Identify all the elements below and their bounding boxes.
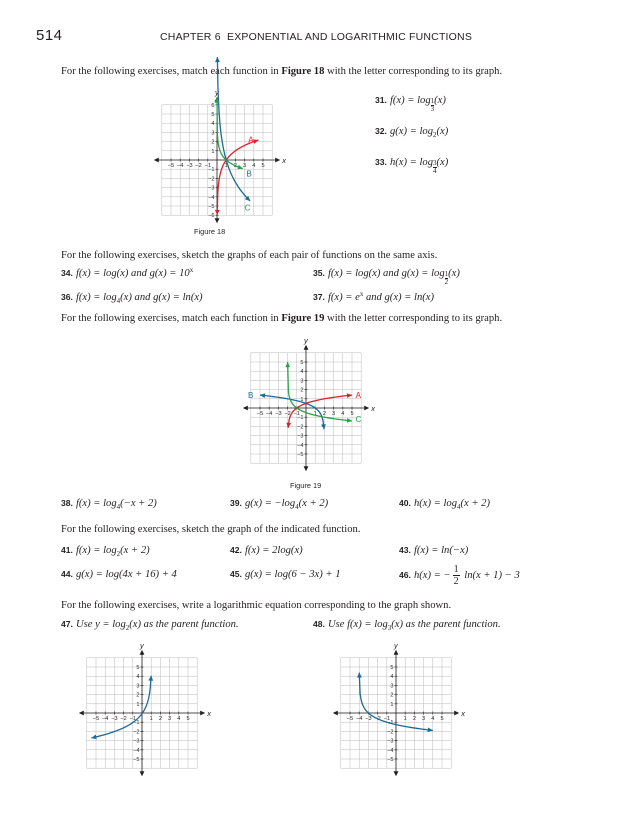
x-tick-label: −1 bbox=[204, 163, 211, 169]
exercise-number: 33. bbox=[375, 157, 387, 167]
exercise-expression: g(x) = log(6 − 3x) + 1 bbox=[244, 569, 341, 580]
y-axis-arrow bbox=[140, 650, 145, 655]
x-tick-label: −2 bbox=[374, 716, 381, 722]
exercise-expression-rest: (−x + 2) bbox=[120, 498, 157, 509]
exercise-expression: g(x) = log(4x + 16) + 4 bbox=[75, 569, 177, 580]
exercise-expression: f(x) = log bbox=[75, 545, 117, 556]
y-tick-label: 4 bbox=[211, 121, 215, 128]
graph-47 bbox=[72, 640, 212, 778]
exercise-number: 31. bbox=[375, 95, 387, 105]
y-tick-label: −6 bbox=[208, 213, 215, 220]
exercise-expression: f(x) = log bbox=[389, 95, 431, 106]
x-tick-label: −5 bbox=[256, 411, 264, 417]
chapter-header bbox=[160, 31, 472, 43]
y-tick-label: −1 bbox=[387, 720, 394, 727]
page-number: 514 bbox=[36, 27, 63, 44]
exercise-expression-rest: (x + 2) bbox=[460, 498, 491, 509]
y-tick-label: 3 bbox=[390, 683, 394, 690]
x-tick-label: −3 bbox=[365, 716, 372, 722]
y-tick-label: 4 bbox=[390, 674, 394, 681]
y-tick-label: −2 bbox=[387, 729, 394, 736]
instruction-text: For the following exercises, match each function in bbox=[61, 66, 282, 77]
y-axis-arrow bbox=[394, 771, 399, 776]
exercise-expression: f(x) = log bbox=[75, 292, 117, 303]
curve-b-arrow bbox=[215, 57, 220, 62]
y-tick-label: −2 bbox=[297, 424, 304, 431]
log-base: 2 bbox=[116, 550, 121, 558]
x-axis-arrow bbox=[243, 406, 248, 411]
exercise-expression: f(x) = log bbox=[75, 498, 117, 509]
x-tick-label: −2 bbox=[120, 716, 127, 722]
exercise-number: 37. bbox=[313, 292, 325, 302]
y-tick-label: −5 bbox=[133, 757, 140, 763]
exercise-expression: f(x) = ln(−x) bbox=[413, 545, 469, 556]
x-tick-label: −3 bbox=[111, 716, 118, 722]
y-axis-label: y bbox=[394, 640, 398, 650]
x-tick-label: 1 bbox=[313, 411, 317, 417]
figure-ref: Figure 19 bbox=[281, 313, 325, 324]
instruction-sketch-single: For the following exercises, sketch the graph of the indicated function. bbox=[61, 524, 361, 535]
log-base: 4 bbox=[116, 503, 121, 511]
y-axis-label: y bbox=[140, 640, 144, 650]
y-tick-label: 4 bbox=[136, 674, 140, 681]
exercise-41 bbox=[61, 545, 150, 556]
x-axis-label: x bbox=[371, 404, 375, 413]
exercise-number: 48. bbox=[313, 619, 325, 629]
exercise-expression: f(x) = e bbox=[327, 292, 360, 303]
x-axis-label: x bbox=[461, 709, 465, 718]
x-tick-label: 5 bbox=[261, 163, 265, 169]
exercise-number: 43. bbox=[399, 545, 411, 555]
exercise-expression: g(x) = −log bbox=[244, 498, 296, 509]
x-tick-label: 5 bbox=[186, 716, 190, 722]
exercise-43 bbox=[399, 545, 468, 556]
curve-label-a: A bbox=[355, 390, 362, 400]
x-tick-label: −1 bbox=[129, 716, 136, 722]
x-tick-label: −4 bbox=[266, 411, 273, 417]
exercise-expression: h(x) = log bbox=[413, 498, 457, 509]
x-tick-label: 1 bbox=[149, 716, 153, 722]
exercise-expression-rest: (x) as the parent function. bbox=[129, 619, 239, 630]
y-axis-arrow bbox=[394, 650, 399, 655]
y-tick-label: −5 bbox=[387, 757, 394, 763]
y-tick-label: −4 bbox=[387, 747, 394, 754]
x-tick-label: −1 bbox=[293, 411, 300, 417]
instruction-text: For the following exercises, match each function in bbox=[61, 313, 282, 324]
exercise-argument: (x) bbox=[434, 95, 446, 106]
exercise-42 bbox=[230, 545, 303, 556]
exercise-expression: f(x) = 2log(x) bbox=[244, 545, 303, 556]
exercise-number: 40. bbox=[399, 498, 411, 508]
x-tick-label: −5 bbox=[346, 716, 354, 722]
base-numerator: 1 bbox=[430, 97, 435, 105]
y-tick-label: −1 bbox=[297, 415, 304, 422]
x-tick-label: −2 bbox=[195, 163, 202, 169]
y-tick-label: 5 bbox=[136, 665, 140, 671]
y-tick-label: 2 bbox=[211, 139, 215, 146]
exercise-expression-rest: (x + 2) bbox=[298, 498, 329, 509]
x-axis-arrow bbox=[79, 711, 84, 716]
curve-a-arrow bbox=[215, 210, 220, 215]
x-tick-label: −3 bbox=[275, 411, 282, 417]
chapter-label: CHAPTER 6 bbox=[160, 31, 221, 43]
x-tick-label: 3 bbox=[332, 411, 336, 417]
fraction-denominator: 2 bbox=[453, 576, 459, 587]
exercise-number: 44. bbox=[61, 569, 73, 579]
instruction-text: with the letter corresponding to its graph. bbox=[324, 313, 503, 324]
x-axis-label: x bbox=[207, 709, 211, 718]
exercise-expression: f(x) = log(x) and g(x) = log bbox=[327, 268, 445, 279]
figure-18-curves bbox=[215, 57, 259, 215]
y-axis-arrow bbox=[140, 771, 145, 776]
x-axis-arrow bbox=[154, 158, 159, 163]
exercise-expression: g(x) = log bbox=[389, 126, 433, 137]
graph-48 bbox=[326, 640, 466, 778]
exercise-expression: f(x) = log(x) and g(x) = 10 bbox=[75, 268, 190, 279]
y-tick-label: 6 bbox=[211, 102, 215, 109]
y-tick-label: −5 bbox=[297, 452, 304, 458]
x-tick-label: 5 bbox=[440, 716, 444, 722]
exercise-number: 36. bbox=[61, 292, 73, 302]
x-tick-label: −5 bbox=[92, 716, 100, 722]
chapter-title: EXPONENTIAL AND LOGARITHMIC FUNCTIONS bbox=[226, 31, 473, 43]
y-tick-label: 5 bbox=[390, 665, 394, 671]
x-tick-label: 1 bbox=[224, 163, 228, 169]
x-axis-arrow bbox=[200, 711, 205, 716]
curve-label-c: C bbox=[244, 203, 251, 213]
exercise-45 bbox=[230, 569, 341, 580]
exercise-36 bbox=[61, 292, 203, 303]
figure-ref: Figure 18 bbox=[281, 66, 325, 77]
curve-arrow bbox=[357, 673, 362, 678]
y-tick-label: −1 bbox=[133, 720, 140, 727]
y-tick-label: −5 bbox=[208, 204, 215, 210]
base-denominator: 3 bbox=[430, 105, 435, 113]
exercise-expression: h(x) = − bbox=[413, 569, 451, 581]
exercise-number: 35. bbox=[313, 268, 325, 278]
fraction-numerator: 1 bbox=[453, 564, 459, 575]
y-tick-label: 5 bbox=[211, 112, 215, 118]
x-tick-label: 4 bbox=[252, 163, 256, 169]
exercise-31 bbox=[375, 95, 446, 113]
figure-19-graph bbox=[240, 334, 378, 470]
x-tick-label: 2 bbox=[158, 716, 162, 722]
exercise-number: 41. bbox=[61, 545, 73, 555]
x-tick-label: −3 bbox=[186, 163, 193, 169]
x-axis-arrow bbox=[275, 158, 280, 163]
log-base: 2 bbox=[125, 624, 130, 632]
log-base: 4 bbox=[295, 503, 299, 511]
figure-18-graph bbox=[142, 88, 284, 222]
x-tick-label: −5 bbox=[167, 163, 175, 169]
exponent: x bbox=[359, 290, 364, 298]
y-axis-label: y bbox=[215, 87, 219, 97]
exercise-47 bbox=[61, 619, 239, 630]
curve-label-c: C bbox=[355, 414, 362, 424]
exercise-expression-rest: (x) as the parent function. bbox=[391, 619, 501, 630]
x-tick-label: 2 bbox=[322, 411, 326, 417]
instruction-match-figure19 bbox=[61, 313, 502, 324]
exercise-argument: (x) bbox=[436, 126, 449, 137]
y-tick-label: −3 bbox=[297, 433, 304, 440]
y-tick-label: 4 bbox=[300, 369, 304, 376]
base-denominator: 2 bbox=[444, 278, 449, 286]
y-axis-arrow bbox=[304, 466, 309, 471]
figure-19-curves bbox=[248, 362, 362, 429]
figure-19-axes bbox=[243, 336, 375, 471]
log-base: 4 bbox=[116, 297, 121, 305]
y-tick-label: 3 bbox=[211, 130, 215, 137]
exercise-40 bbox=[399, 498, 490, 509]
curve-a bbox=[217, 140, 258, 215]
x-tick-label: 4 bbox=[177, 716, 181, 722]
x-tick-label: 2 bbox=[412, 716, 416, 722]
y-axis-arrow bbox=[304, 345, 309, 350]
y-tick-label: −1 bbox=[208, 167, 215, 174]
exercise-34 bbox=[61, 268, 193, 279]
exercise-expression: h(x) = log bbox=[389, 157, 433, 168]
y-tick-label: −4 bbox=[208, 194, 215, 201]
base-numerator: 1 bbox=[444, 270, 449, 278]
exercise-expression-rest: and g(x) = ln(x) bbox=[363, 292, 434, 303]
exercise-38 bbox=[61, 498, 157, 509]
x-tick-label: −4 bbox=[102, 716, 109, 722]
exercise-expression-rest: (x + 2) bbox=[120, 545, 150, 556]
exercise-number: 45. bbox=[230, 569, 242, 579]
y-tick-label: 1 bbox=[390, 701, 394, 708]
curve-label-b: B bbox=[246, 169, 252, 179]
y-tick-label: −3 bbox=[133, 738, 140, 745]
y-axis-label: y bbox=[304, 335, 308, 345]
exercise-48 bbox=[313, 619, 501, 630]
instruction-text: with the letter corresponding to its graph. bbox=[324, 66, 503, 77]
exercise-44 bbox=[61, 569, 177, 580]
figure-18-axes bbox=[154, 88, 286, 223]
y-tick-label: 2 bbox=[300, 387, 304, 394]
exercise-argument: (x) bbox=[436, 157, 449, 168]
curve-label-a: A bbox=[248, 135, 254, 145]
x-tick-label: 4 bbox=[341, 411, 345, 417]
exercise-39 bbox=[230, 498, 328, 509]
figure-18-caption: Figure 18 bbox=[194, 227, 226, 236]
curve-c-arrow bbox=[237, 165, 242, 170]
y-tick-label: 1 bbox=[136, 701, 140, 708]
y-tick-label: −3 bbox=[208, 185, 215, 192]
exercise-46 bbox=[399, 564, 520, 587]
exercise-number: 47. bbox=[61, 619, 73, 629]
y-axis-arrow bbox=[215, 218, 220, 223]
exercise-argument: (x) bbox=[448, 268, 460, 279]
log-base: 3 bbox=[387, 624, 392, 632]
exercise-number: 34. bbox=[61, 268, 73, 278]
exercise-expression-rest: (x) and g(x) = ln(x) bbox=[120, 292, 203, 303]
graph-48-axes bbox=[333, 641, 465, 776]
exercise-number: 42. bbox=[230, 545, 242, 555]
y-tick-label: 1 bbox=[300, 396, 304, 403]
exercise-32 bbox=[375, 126, 448, 137]
x-tick-label: 5 bbox=[350, 411, 354, 417]
x-tick-label: −1 bbox=[383, 716, 390, 722]
instruction-sketch-pairs: For the following exercises, sketch the graphs of each pair of functions on the same axis. bbox=[61, 250, 438, 261]
curve-b bbox=[217, 57, 250, 201]
log-base: 2 bbox=[433, 131, 437, 139]
exercise-expression: Use f(x) = log bbox=[327, 619, 388, 630]
x-axis-arrow bbox=[333, 711, 338, 716]
x-tick-label: −4 bbox=[177, 163, 184, 169]
y-tick-label: 1 bbox=[211, 148, 215, 155]
y-tick-label: 3 bbox=[300, 378, 304, 385]
x-axis-arrow bbox=[364, 406, 369, 411]
instruction-write-equation: For the following exercises, write a logarithmic equation corresponding to the graph shown. bbox=[61, 600, 452, 611]
instruction-match-figure18 bbox=[61, 66, 502, 77]
y-tick-label: −2 bbox=[208, 176, 215, 183]
y-tick-label: −3 bbox=[387, 738, 394, 745]
exponent: x bbox=[189, 266, 194, 274]
exercise-37 bbox=[313, 292, 434, 303]
exercise-number: 38. bbox=[61, 498, 73, 508]
base-numerator: 3 bbox=[433, 159, 437, 167]
exercise-expression-rest: ln(x + 1) − 3 bbox=[461, 569, 520, 581]
x-axis-arrow bbox=[454, 711, 459, 716]
exercise-number: 46. bbox=[399, 569, 411, 580]
figure-19-caption: Figure 19 bbox=[290, 481, 322, 490]
base-denominator: 4 bbox=[433, 167, 437, 175]
y-tick-label: −4 bbox=[133, 747, 140, 754]
y-tick-label: 5 bbox=[300, 360, 304, 366]
x-tick-label: 2 bbox=[233, 163, 237, 169]
exercise-35 bbox=[313, 268, 460, 286]
exercise-33 bbox=[375, 157, 448, 175]
log-base: 4 bbox=[457, 503, 461, 511]
curve-label-b: B bbox=[248, 390, 254, 400]
exercise-number: 32. bbox=[375, 126, 387, 136]
y-tick-label: −4 bbox=[297, 442, 304, 449]
x-axis-label: x bbox=[282, 156, 286, 165]
x-tick-label: 3 bbox=[422, 716, 426, 722]
curve-c-arrow bbox=[285, 362, 290, 367]
x-tick-label: −2 bbox=[284, 411, 291, 417]
y-tick-label: 2 bbox=[390, 692, 394, 699]
x-tick-label: 3 bbox=[168, 716, 172, 722]
x-tick-label: 1 bbox=[403, 716, 407, 722]
x-tick-label: 4 bbox=[431, 716, 435, 722]
exercise-number: 39. bbox=[230, 498, 242, 508]
y-tick-label: 3 bbox=[136, 683, 140, 690]
exercise-expression: Use y = log bbox=[75, 619, 126, 630]
x-tick-label: −4 bbox=[356, 716, 363, 722]
y-tick-label: 2 bbox=[136, 692, 140, 699]
y-tick-label: −2 bbox=[133, 729, 140, 736]
x-tick-label: 3 bbox=[243, 163, 247, 169]
